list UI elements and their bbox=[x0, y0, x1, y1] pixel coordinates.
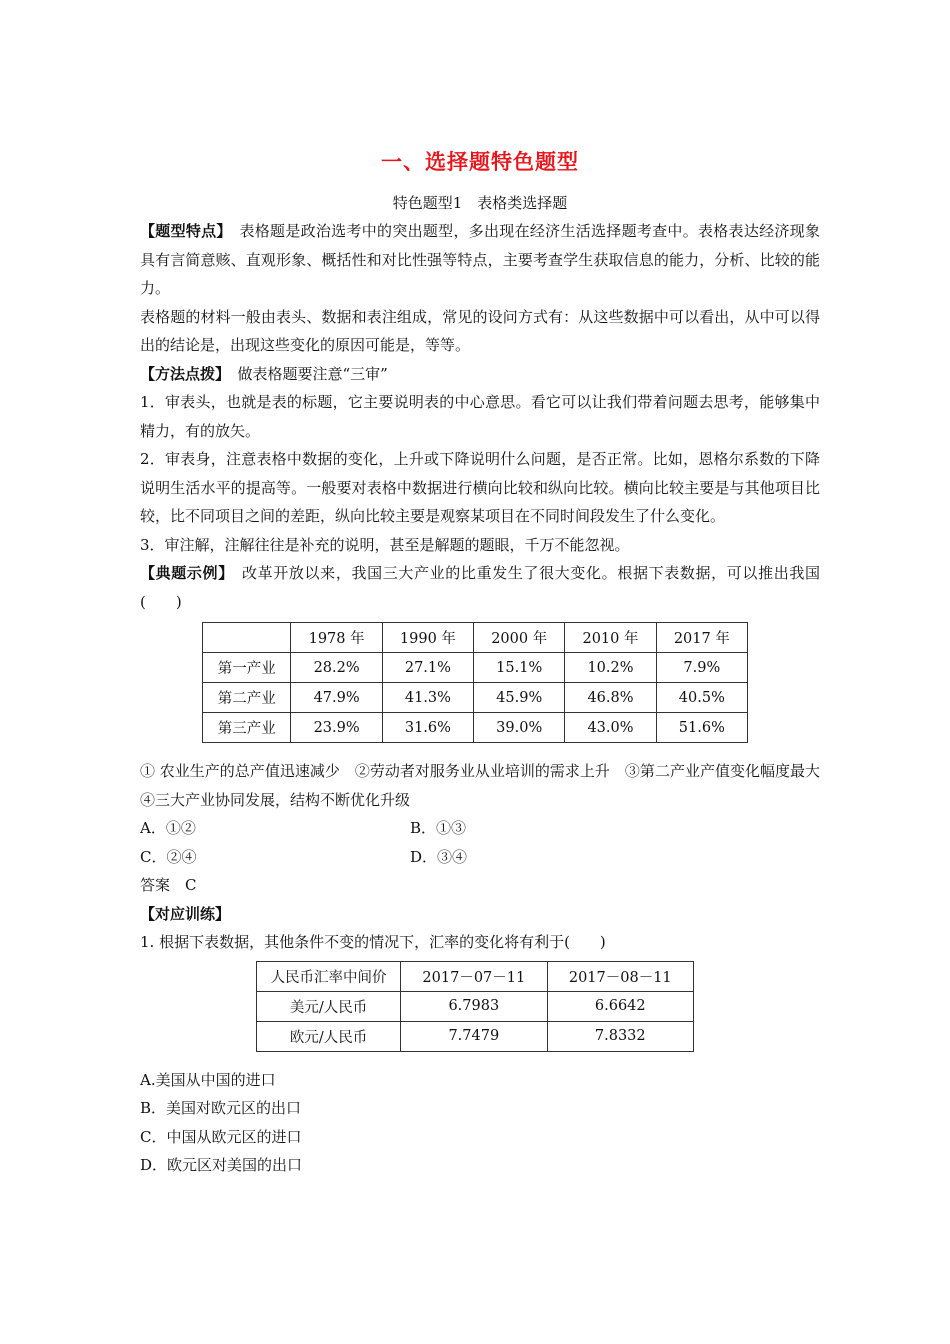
option-b: B．①③ bbox=[410, 819, 467, 837]
features-paragraph bbox=[140, 217, 820, 303]
example-question: 改革开放以来，我国三大产业的比重发生了很大变化。根据下表数据，可以推出我国( ) bbox=[140, 564, 820, 611]
page-title: 一、选择题特色题型 bbox=[381, 150, 579, 174]
table-cell: 6.6642 bbox=[547, 991, 693, 1021]
table-cell: 10.2% bbox=[565, 653, 656, 683]
section-subtitle: 特色题型1 表格类选择题 bbox=[392, 194, 568, 212]
table-cell: 2000 年 bbox=[474, 623, 565, 653]
table-row bbox=[203, 653, 748, 683]
example-statements: ① 农业生产的总产值迅速减少 ②劳动者对服务业从业培训的需求上升 ③第二产业产值变化幅度最大 ④三大产业协同发展，结构不断优化升级 bbox=[140, 762, 836, 809]
table-cell: 人民币汇率中间价 bbox=[257, 961, 401, 991]
example-label: 【典题示例】 bbox=[140, 564, 227, 582]
table-row bbox=[257, 991, 694, 1021]
table-cell: 41.3% bbox=[382, 683, 473, 713]
table-cell: 27.1% bbox=[382, 653, 473, 683]
table-cell: 46.8% bbox=[565, 683, 656, 713]
table-cell: 2017－08－11 bbox=[547, 961, 693, 991]
table-cell: 7.8332 bbox=[547, 1021, 693, 1051]
table-cell: 1978 年 bbox=[291, 623, 382, 653]
option-d: D．③④ bbox=[410, 847, 468, 866]
table-row bbox=[257, 1021, 694, 1051]
table-cell: 第三产业 bbox=[203, 713, 291, 743]
table-cell: 39.0% bbox=[474, 713, 565, 743]
table-cell: 欧元/人民币 bbox=[257, 1021, 401, 1051]
features-text: 表格题是政治选考中的突出题型，多出现在经济生活选择题考查中。表格表达经济现象具有言简意赅、直观形象、概括性和对比性强等特点，主要考查学生获取信息的能力，分析、比较的能力。 bbox=[140, 222, 820, 297]
table-cell: 2010 年 bbox=[565, 623, 656, 653]
table-cell: 43.0% bbox=[565, 713, 656, 743]
table-cell: 23.9% bbox=[291, 713, 382, 743]
table-cell: 31.6% bbox=[382, 713, 473, 743]
practice-question: 1. 根据下表数据，其他条件不变的情况下，汇率的变化将有利于( ) bbox=[140, 933, 606, 951]
table-header-row bbox=[257, 961, 694, 991]
table-row bbox=[203, 683, 748, 713]
table-cell: 美元/人民币 bbox=[257, 991, 401, 1021]
table-cell: 45.9% bbox=[474, 683, 565, 713]
practice-option-c: C．中国从欧元区的进口 bbox=[140, 1127, 302, 1146]
table-cell: 51.6% bbox=[656, 713, 747, 743]
table-cell: 1990 年 bbox=[382, 623, 473, 653]
example-options-row-1 bbox=[140, 814, 820, 843]
method-text: 做表格题要注意“三审” bbox=[222, 364, 388, 383]
method-item-2: 2．审表身，注意表格中数据的变化，上升或下降说明什么问题，是否正常。比如，恩格尔系数的下降说明生活水平的提高等。一般要对表格中数据进行横向比较和纵向比较。横向比较主要是与其他项目比较，比不同项目之间的差距，纵向比较主要是观察某项目在不同时间段发生了什么变化。 bbox=[140, 450, 820, 525]
option-a: A．①② bbox=[140, 819, 196, 837]
table-cell: 第二产业 bbox=[203, 683, 291, 713]
method-item-3: 3．审注解，注解往往是补充的说明，甚至是解题的题眼，千万不能忽视。 bbox=[140, 535, 630, 554]
industry-share-table bbox=[202, 622, 748, 743]
document-page bbox=[140, 140, 836, 1180]
table-cell: 7.9% bbox=[656, 653, 747, 683]
table-cell: 47.9% bbox=[291, 683, 382, 713]
table-row bbox=[203, 713, 748, 743]
table-cell: 28.2% bbox=[291, 653, 382, 683]
table-cell: 第一产业 bbox=[203, 653, 291, 683]
method-item-1: 1．审表头，也就是表的标题，它主要说明表的中心意思。看它可以让我们带着问题去思考，能够集中精力，有的放矢。 bbox=[140, 393, 820, 440]
table-cell: 15.1% bbox=[474, 653, 565, 683]
table-cell: 2017 年 bbox=[656, 623, 747, 653]
table-cell: 2017－07－11 bbox=[401, 961, 547, 991]
practice-option-d: D．欧元区对美国的出口 bbox=[140, 1156, 303, 1174]
features-paragraph-2: 表格题的材料一般由表头、数据和表注组成，常见的设问方式有：从这些数据中可以看出，从中可以得出的结论是，出现这些变化的原因可能是，等等。 bbox=[140, 307, 820, 354]
method-paragraph bbox=[140, 360, 820, 389]
practice-option-a: A.美国从中国的进口 bbox=[140, 1070, 276, 1089]
table-cell: 6.7983 bbox=[401, 991, 547, 1021]
table-header-row bbox=[203, 623, 748, 653]
table-cell: 40.5% bbox=[656, 683, 747, 713]
practice-label: 【对应训练】 bbox=[140, 904, 231, 923]
example-options-row-2 bbox=[140, 843, 820, 872]
method-label: 【方法点拨】 bbox=[140, 364, 223, 383]
example-answer: 答案 C bbox=[140, 876, 197, 894]
table-cell: 7.7479 bbox=[401, 1021, 547, 1051]
exchange-rate-table bbox=[256, 961, 694, 1052]
table-cell bbox=[203, 623, 291, 653]
practice-option-b: B．美国对欧元区的出口 bbox=[140, 1099, 302, 1117]
option-c: C．②④ bbox=[140, 847, 197, 866]
features-label: 【题型特点】 bbox=[140, 222, 225, 240]
example-paragraph bbox=[140, 559, 820, 616]
